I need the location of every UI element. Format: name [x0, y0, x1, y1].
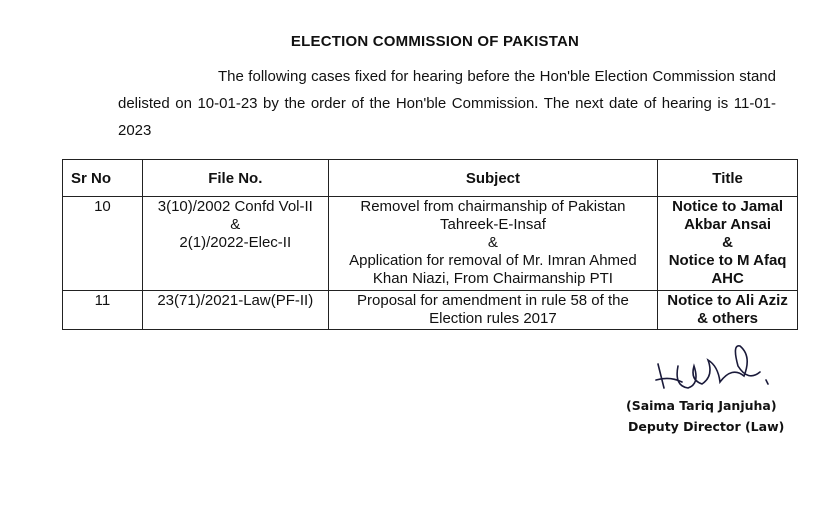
title-ampersand: & [722, 234, 733, 251]
title-b: Notice to M Afaq AHC [668, 252, 787, 287]
row-title: Notice to Ali Aziz & others [658, 291, 798, 330]
notice-paragraph-text: The following cases fixed for hearing before the Hon'ble Election Commission stand delisted on 10-01-23 by the order of the Hon'ble Commission. The next date of hearing is 11-01-2023 [118, 68, 776, 139]
handwritten-signature [648, 336, 778, 406]
table-header-row [63, 160, 798, 197]
row-file [142, 197, 328, 291]
subject-b: Application for removal of Mr. Imran Ahmed Khan Niazi, From Chairmanship PTI [349, 252, 637, 287]
file-ampersand: & [230, 216, 241, 233]
cases-table [62, 159, 798, 330]
row-title [658, 197, 798, 291]
row-subject: Proposal for amendment in rule 58 of the Election rules 2017 [328, 291, 657, 330]
subject-a: Removel from chairmanship of Pakistan Tahreek-E-Insaf [360, 198, 626, 233]
row-sr: 10 [63, 197, 143, 291]
row-file: 23(71)/2021-Law(PF-II) [142, 291, 328, 330]
signatory-name: (Saima Tariq Janjuha) [626, 398, 777, 413]
file-number-a: 3(10)/2002 Confd Vol-II [157, 198, 313, 215]
notice-paragraph [118, 63, 776, 144]
subject-ampersand: & [487, 234, 498, 251]
header-title: Title [658, 160, 798, 197]
row-subject [328, 197, 657, 291]
signatory-designation: Deputy Director (Law) [628, 419, 785, 434]
header-file-no: File No. [142, 160, 328, 197]
table-row [63, 291, 798, 330]
title-a: Notice to Jamal Akbar Ansai [672, 198, 784, 233]
header-sr-no: Sr No [63, 160, 143, 197]
table-row [63, 197, 798, 291]
header-subject: Subject [328, 160, 657, 197]
row-sr: 11 [63, 291, 143, 330]
document-heading: ELECTION COMMISSION OF PAKISTAN [290, 33, 580, 50]
file-number-b: 2(1)/2022-Elec-II [179, 234, 292, 251]
